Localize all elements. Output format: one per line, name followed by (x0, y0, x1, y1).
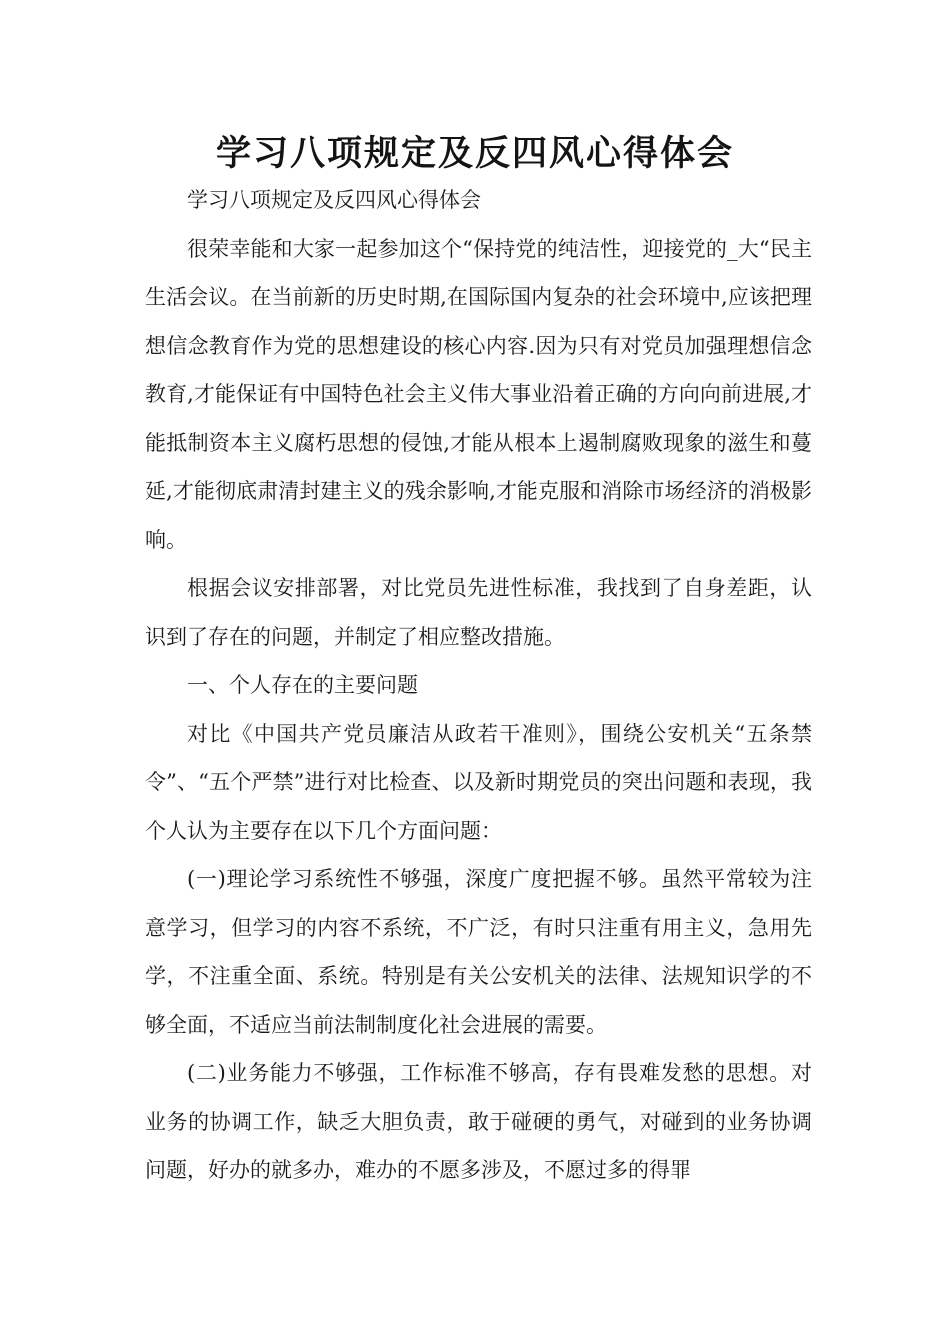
paragraph-problem-2: (二)业务能力不够强，工作标准不够高，存有畏难发愁的思想。对业务的协调工作，缺乏大胆负责，敢于碰硬的勇气，对碰到的业务协调问题，好办的就多办，难办的不愿多涉及，不愿过多的得罪 (145, 1061, 812, 1182)
document-body (145, 176, 812, 1195)
paragraph-subtitle: 学习八项规定及反四风心得体会 (187, 188, 481, 212)
section-heading-problems: 一、个人存在的主要问题 (187, 673, 418, 697)
paragraph-arrangement: 根据会议安排部署，对比党员先进性标准，我找到了自身差距，认识到了存在的问题，并制定了相应整改措施。 (145, 576, 812, 649)
document-title: 学习八项规定及反四风心得体会 (215, 134, 734, 174)
paragraph-comparison: 对比《中国共产党员廉洁从政若干准则》，围绕公安机关“五条禁令”、“五个严禁”进行对比检查、以及新时期党员的突出问题和表现，我个人认为主要存在以下几个方面问题： (145, 721, 812, 843)
paragraph-problem-1: (一)理论学习系统性不够强，深度广度把握不够。虽然平常较为注意学习，但学习的内容不系统，不广泛，有时只注重有用主义，急用先学，不注重全面、系统。特别是有关公安机关的法律、法规知识学的不够全面，不适应当前法制制度化社会进展的需要。 (145, 867, 812, 1037)
paragraph-intro: 很荣幸能和大家一起参加这个“保持党的纯洁性，迎接党的_大“民主生活会议。在当前新的历史时期,在国际国内复杂的社会环境中,应该把理想信念教育作为党的思想建设的核心内容.因为只有对党员加强理想信念教育,才能保证有中国特色社会主义伟大事业沿着正确的方向向前进展,才能抵制资本主义腐朽思想的侵蚀,才能从根本上遏制腐败现象的滋生和蔓延,才能彻底肃清封建主义的残余影响,才能克服和消除市场经济的消极影响。 (145, 236, 812, 552)
